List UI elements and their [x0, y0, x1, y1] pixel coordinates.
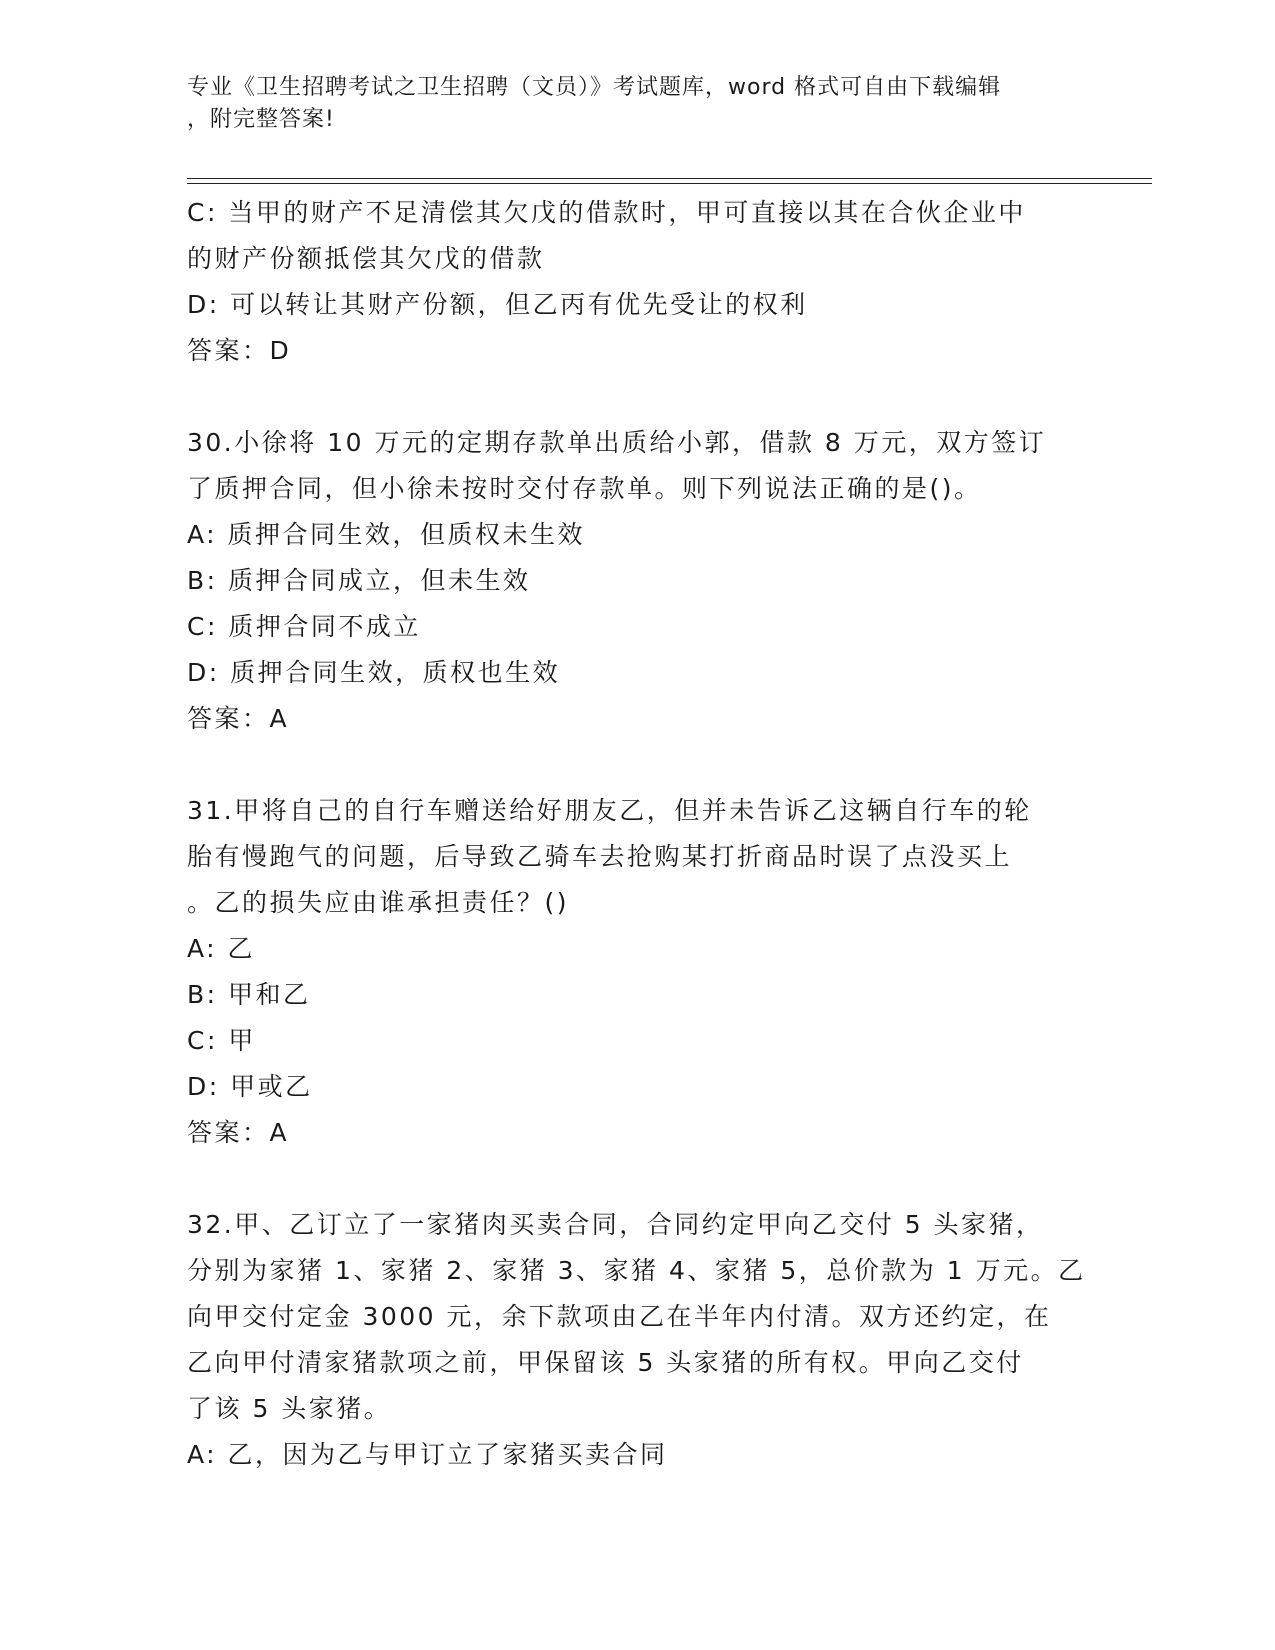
question-text: 分别为家猪 1、家猪 2、家猪 3、家猪 4、家猪 5，总价款为 1 万元。乙: [187, 1256, 1086, 1285]
document-body: [187, 190, 1087, 1478]
option-a: A: 乙: [187, 934, 256, 963]
option-a: A: 乙，因为乙与甲订立了家猪买卖合同: [187, 1440, 668, 1469]
question-text: 32.甲、乙订立了一家猪肉买卖合同，合同约定甲向乙交付 5 头家猪，: [187, 1210, 1044, 1239]
answer: 答案：A: [187, 704, 290, 733]
question-text: 胎有慢跑气的问题，后导致乙骑车去抢购某打折商品时误了点没买上: [187, 842, 1013, 871]
option-c: C: 质押合同不成立: [187, 612, 421, 641]
answer: 答案：A: [187, 1118, 290, 1147]
spacer: [187, 742, 1087, 788]
option-d: D: 可以转让其财产份额，但乙丙有优先受让的权利: [187, 290, 808, 319]
option-c: C: 当甲的财产不足清偿其欠戊的借款时，甲可直接以其在合伙企业中: [187, 198, 1026, 227]
option-c: 的财产份额抵偿其欠戊的借款: [187, 244, 545, 273]
option-d: D: 甲或乙: [187, 1072, 313, 1101]
option-b: B: 甲和乙: [187, 980, 311, 1009]
question-text: 了该 5 头家猪。: [187, 1394, 392, 1423]
option-a: A: 质押合同生效，但质权未生效: [187, 520, 586, 549]
question-text: 乙向甲付清家猪款项之前，甲保留该 5 头家猪的所有权。甲向乙交付: [187, 1348, 1024, 1377]
option-d: D: 质押合同生效，质权也生效: [187, 658, 561, 687]
question-text: 向甲交付定金 3000 元，余下款项由乙在半年内付清。双方还约定，在: [187, 1302, 1052, 1331]
answer: 答案：D: [187, 336, 292, 365]
question-text: 30.小徐将 10 万元的定期存款单出质给小郭，借款 8 万元，双方签订: [187, 428, 1047, 457]
header-line: 专业《卫生招聘考试之卫生招聘（文员）》考试题库，word 格式可自由下载编辑: [187, 75, 1002, 100]
header-line: ，附完整答案!: [187, 107, 335, 132]
question-text: 了质押合同，但小徐未按时交付存款单。则下列说法正确的是()。: [187, 474, 982, 503]
page-header: [187, 72, 1067, 136]
spacer: [187, 1156, 1087, 1202]
spacer: [187, 374, 1087, 420]
option-c: C: 甲: [187, 1026, 256, 1055]
header-divider: [187, 183, 1152, 184]
question-text: 31.甲将自己的自行车赠送给好朋友乙，但并未告诉乙这辆自行车的轮: [187, 796, 1032, 825]
header-divider: [187, 178, 1152, 179]
option-b: B: 质押合同成立，但未生效: [187, 566, 531, 595]
question-text: 。乙的损失应由谁承担责任？(): [187, 888, 570, 917]
